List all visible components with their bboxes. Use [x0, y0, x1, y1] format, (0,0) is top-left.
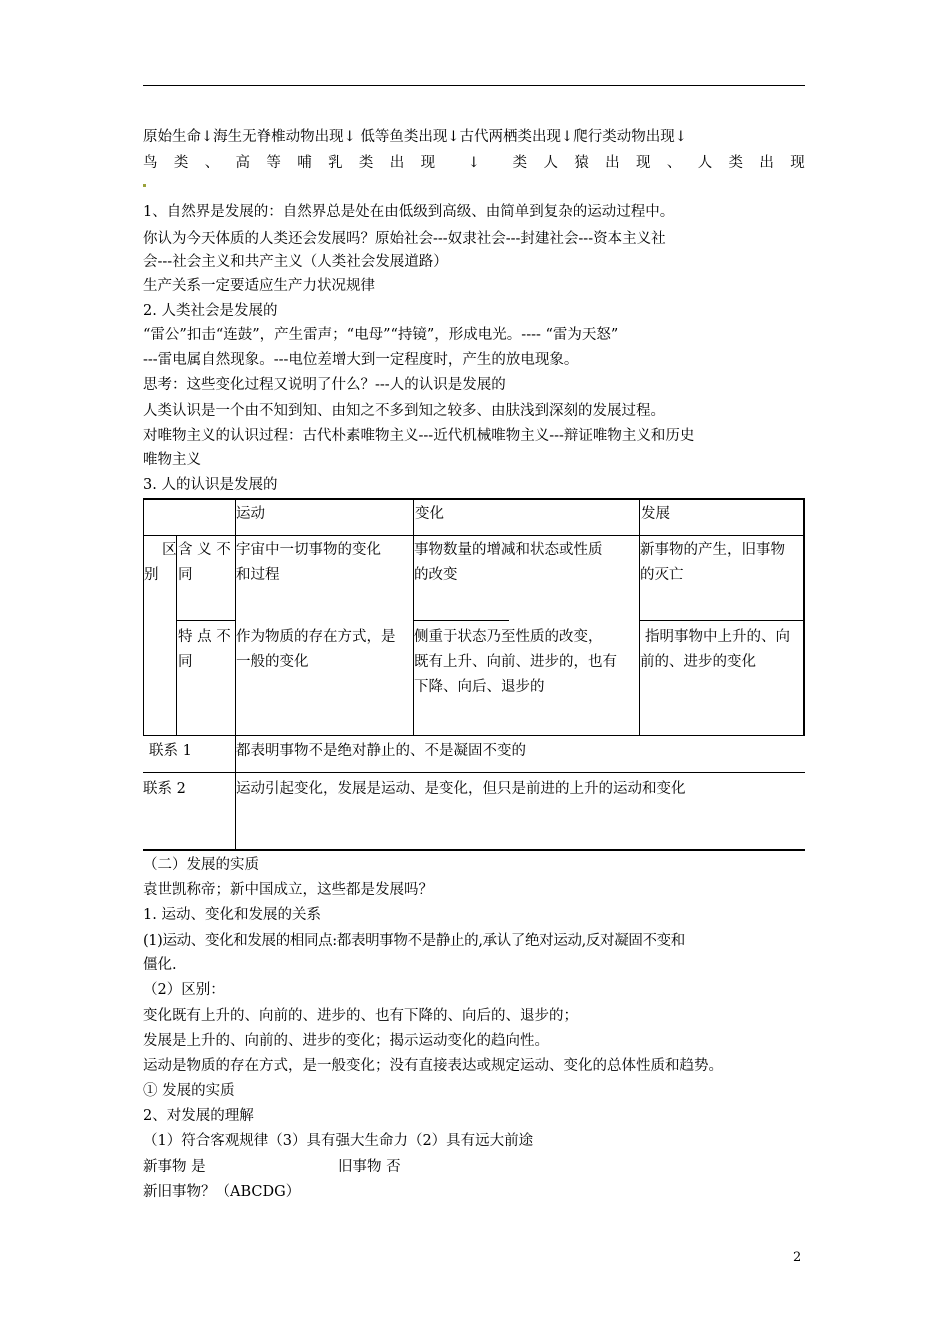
paragraph: 旧事物 否 [338, 1159, 401, 1175]
cell-text: 侧重于状态乃至性质的改变， [414, 629, 603, 645]
paragraph: 僵化. [143, 957, 177, 973]
evolution-char: 出 [605, 155, 620, 171]
evolution-char: 类 [728, 155, 744, 171]
evolution-char: 类 [358, 155, 374, 171]
evolution-char: 人 [543, 155, 558, 171]
row-label-feature: 特 点 不 [178, 629, 231, 645]
evolution-char: 出 [759, 155, 774, 171]
evolution-line-2 [143, 152, 805, 174]
evolution-char: 人 [697, 155, 713, 171]
paragraph: 对唯物主义的认识过程：古代朴素唯物主义---近代机械唯物主义---辩证唯物主义和历史 [143, 428, 695, 444]
link-2-text: 运动引起变化，发展是运动、是变化，但只是前进的上升的运动和变化 [236, 781, 686, 797]
evolution-char: 猿 [574, 155, 589, 171]
evolution-char: ↓ [467, 155, 480, 171]
paragraph: （2）区别： [143, 982, 225, 998]
difference-label: 区 [162, 542, 177, 558]
paragraph: 唯物主义 [143, 452, 201, 468]
cell-text: 宇宙中一切事物的变化 [236, 542, 381, 558]
paragraph: 1、自然界是发展的：自然界总是处在由低级到高级、由简单到复杂的运动过程中。 [143, 204, 675, 220]
link-1-label: 联系 1 [149, 743, 192, 759]
evolution-char: 出 [389, 155, 405, 171]
cell-text: 作为物质的存在方式，是 [236, 629, 396, 645]
link-1-text: 都表明事物不是绝对静止的、不是凝固不变的 [236, 743, 526, 759]
page-number: 2 [793, 1250, 802, 1265]
paragraph: 袁世凯称帝；新中国成立，这些都是发展吗？ [143, 882, 433, 898]
paragraph: ---雷电属自然现象。---电位差增大到一定程度时，产生的放电现象。 [143, 352, 579, 368]
cell-text: 的改变 [414, 567, 458, 583]
cell-text: 前的、进步的变化 [640, 654, 756, 670]
paragraph: 思考：这些变化过程又说明了什么？---人的认识是发展的 [143, 377, 506, 393]
evolution-char: 哺 [297, 155, 312, 171]
evolution-char: 等 [266, 155, 281, 171]
evolution-char: 类 [512, 155, 528, 171]
heading: 1. 运动、变化和发展的关系 [143, 907, 321, 923]
header-rule [143, 85, 805, 86]
evolution-char: 高 [235, 155, 251, 171]
evolution-char: 、 [666, 155, 682, 171]
paragraph: “雷公”扣击“连鼓”，产生雷声；“电母”“持镜”，形成电光。---- “雷为天怒” [143, 327, 619, 343]
comparison-table [143, 498, 805, 852]
heading: 2、对发展的理解 [143, 1108, 254, 1124]
cell-text: 新事物的产生，旧事物 [640, 542, 785, 558]
row-label-meaning: 同 [178, 567, 193, 583]
paragraph: 会---社会主义和共产主义（人类社会发展道路） [143, 254, 448, 270]
cell-text: 和过程 [236, 567, 280, 583]
evolution-char: 鸟 [143, 155, 158, 171]
paragraph: 发展是上升的、向前的、进步的变化；揭示运动变化的趋向性。 [143, 1033, 549, 1049]
paragraph: 新事物 是 [143, 1159, 206, 1175]
row-label-feature: 同 [178, 654, 193, 670]
evolution-char: 现 [636, 155, 651, 171]
marker-dot [143, 184, 146, 187]
paragraph: （1）符合客观规律（3）具有强大生命力（2）具有远大前途 [143, 1133, 534, 1149]
link-2-label: 联系 2 [143, 781, 186, 797]
heading: 2. 人类社会是发展的 [143, 303, 278, 319]
cell-text: 事物数量的增减和状态或性质 [414, 542, 603, 558]
heading: ① 发展的实质 [143, 1083, 235, 1099]
evolution-char: 、 [204, 155, 220, 171]
paragraph: 人类认识是一个由不知到知、由知之不多到知之较多、由肤浅到深刻的发展过程。 [143, 403, 665, 419]
row-label-meaning: 含 义 不 [178, 542, 231, 558]
cell-text: 下降、向后、退步的 [414, 679, 545, 695]
evolution-char: 现 [790, 155, 805, 171]
difference-label: 别 [144, 567, 159, 583]
cell-text: 既有上升、向前、进步的，也有 [414, 654, 617, 670]
cell-text: 的灭亡 [640, 567, 684, 583]
header-motion: 运动 [236, 506, 265, 522]
evolution-char: 现 [420, 155, 436, 171]
evolution-char: 类 [173, 155, 189, 171]
evolution-line-1: 原始生命↓海生无脊椎动物出现↓ 低等鱼类出现↓古代两栖类出现↓爬行类动物出现↓ [143, 129, 687, 145]
paragraph: 你认为今天体质的人类还会发展吗？原始社会---奴隶社会---封建社会---资本主义社 [143, 231, 666, 247]
cell-text: 指明事物中上升的、向 [645, 629, 790, 645]
paragraph: (1)运动、变化和发展的相同点:都表明事物不是静止的,承认了绝对运动,反对凝固不变和 [143, 933, 685, 949]
cell-text: 一般的变化 [236, 654, 309, 670]
evolution-char: 乳 [328, 155, 343, 171]
header-change: 变化 [415, 506, 444, 522]
paragraph: 变化既有上升的、向前的、进步的、也有下降的、向后的、退步的； [143, 1008, 578, 1024]
heading: 3. 人的认识是发展的 [143, 477, 278, 493]
header-development: 发展 [641, 506, 670, 522]
paragraph: 新旧事物？（ABCDG） [143, 1184, 301, 1200]
heading: （二）发展的实质 [143, 857, 259, 873]
paragraph: 生产关系一定要适应生产力状况规律 [143, 278, 375, 294]
paragraph: 运动是物质的存在方式，是一般变化；没有直接表达或规定运动、变化的总体性质和趋势。 [143, 1058, 723, 1074]
